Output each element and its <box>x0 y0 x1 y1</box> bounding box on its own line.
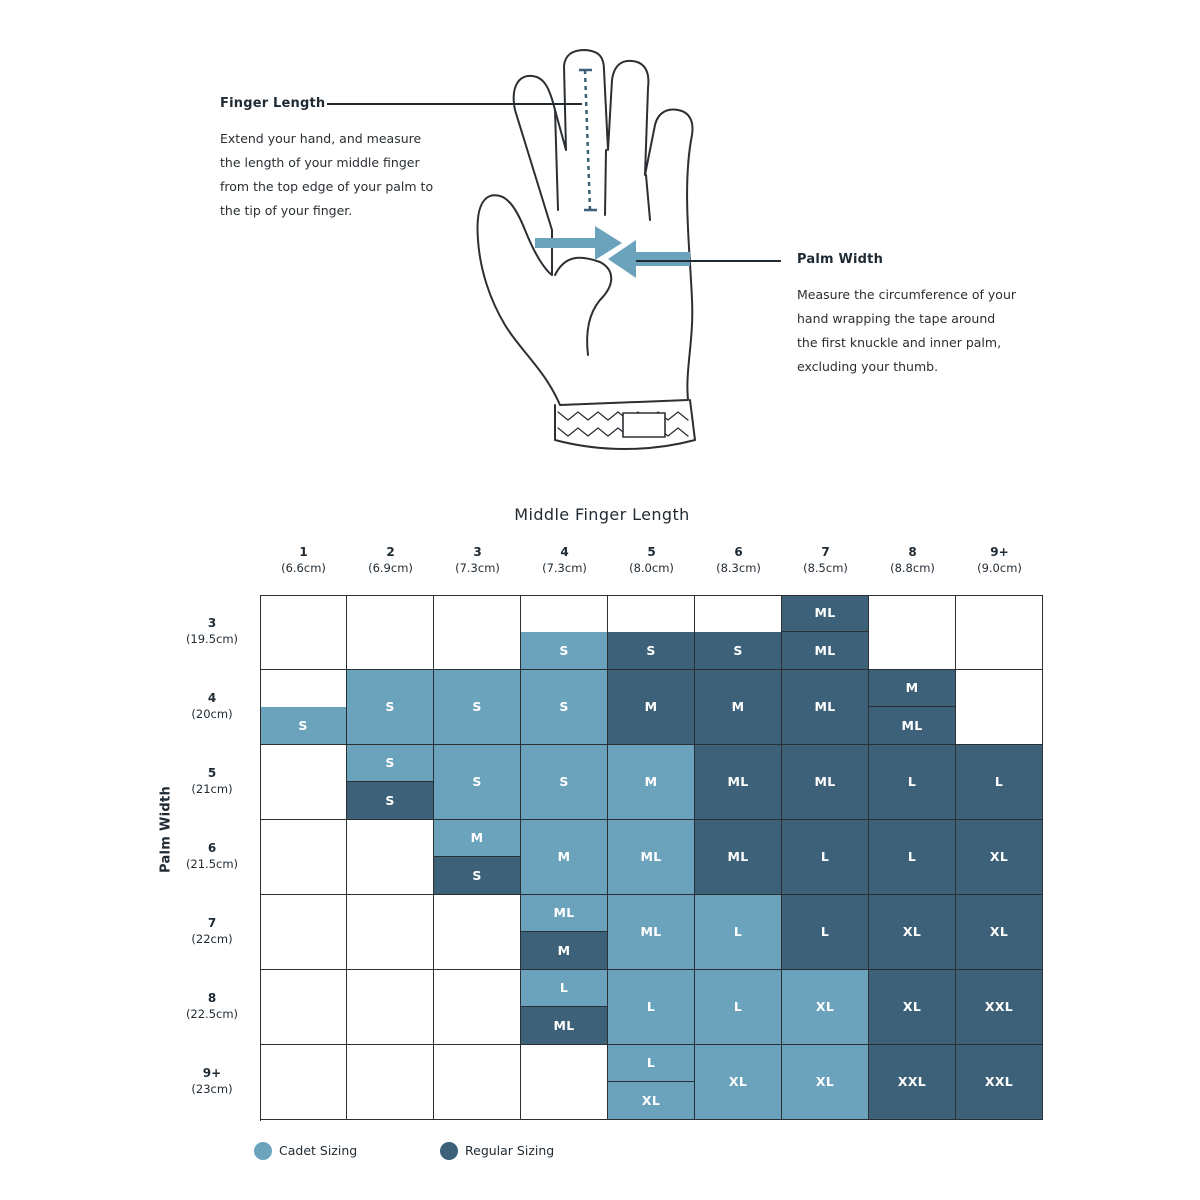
size-grid <box>260 595 1043 1121</box>
regular-size-label: L <box>782 895 868 969</box>
column-header-7 <box>782 544 869 576</box>
size-cell-r3-c1 <box>260 745 347 820</box>
cadet-size-label: S <box>521 632 607 669</box>
size-cell-r5-c9 <box>956 895 1043 970</box>
row-number: 3 <box>207 616 217 630</box>
size-cell-r7-c7 <box>782 1045 869 1120</box>
regular-size-label: S <box>608 632 694 669</box>
column-header-1 <box>260 544 347 576</box>
regular-size-label: ML <box>782 745 868 819</box>
column-length-cm: (9.0cm) <box>977 561 1022 575</box>
regular-size-label: S <box>434 857 520 894</box>
size-cell-r3-c6 <box>695 745 782 820</box>
row-header-7 <box>180 1065 244 1097</box>
column-number: 8 <box>908 545 917 559</box>
size-cell-r2-c6 <box>695 670 782 745</box>
regular-size-label: M <box>521 932 607 969</box>
size-cell-r6-c8 <box>869 970 956 1045</box>
size-cell-r5-c5 <box>608 895 695 970</box>
row-width-cm: (22cm) <box>191 932 233 946</box>
column-length-cm: (8.5cm) <box>803 561 848 575</box>
row-number: 9+ <box>202 1066 222 1080</box>
finger-line-2: the length of your middle finger <box>220 155 420 170</box>
finger-line-4: the tip of your finger. <box>220 203 353 218</box>
cadet-size-label: S <box>347 745 433 782</box>
column-length-cm: (6.6cm) <box>281 561 326 575</box>
cadet-size-label: ML <box>608 820 694 894</box>
size-cell-r7-c1 <box>260 1045 347 1120</box>
regular-size-label: ML <box>521 1007 607 1044</box>
size-cell-r4-c5 <box>608 820 695 895</box>
cadet-size-label: S <box>434 745 520 819</box>
cadet-legend-label: Cadet Sizing <box>279 1143 358 1158</box>
size-cell-r2-c5 <box>608 670 695 745</box>
size-cell-r1-c5 <box>608 595 695 670</box>
size-cell-r1-c1 <box>260 595 347 670</box>
size-cell-r1-c8 <box>869 595 956 670</box>
size-cell-r3-c3 <box>434 745 521 820</box>
cadet-size-label: XL <box>695 1045 781 1119</box>
finger-line-3: from the top edge of your palm to <box>220 179 434 194</box>
column-header-3 <box>434 544 521 576</box>
cadet-size-label: XL <box>782 1045 868 1119</box>
size-cell-r1-c3 <box>434 595 521 670</box>
row-number: 5 <box>207 766 217 780</box>
size-cell-r1-c7 <box>782 595 869 670</box>
palm-width-description <box>797 283 1057 379</box>
column-header-2 <box>347 544 434 576</box>
regular-size-label: ML <box>782 632 868 669</box>
size-cell-r4-c6 <box>695 820 782 895</box>
column-number: 9+ <box>990 545 1009 559</box>
row-header-1 <box>180 615 244 647</box>
size-cell-r1-c6 <box>695 595 782 670</box>
size-cell-r2-c2 <box>347 670 434 745</box>
size-cell-r3-c4 <box>521 745 608 820</box>
row-header-5 <box>180 915 244 947</box>
size-cell-r7-c8 <box>869 1045 956 1120</box>
finger-length-title: Finger Length <box>220 96 326 111</box>
size-cell-r5-c4 <box>521 895 608 970</box>
column-header-5 <box>608 544 695 576</box>
row-header-2 <box>180 690 244 722</box>
size-cell-r6-c9 <box>956 970 1043 1045</box>
size-cell-r3-c5 <box>608 745 695 820</box>
cadet-size-label: L <box>608 1045 694 1082</box>
size-cell-r3-c8 <box>869 745 956 820</box>
palm-line-4: excluding your thumb. <box>797 359 939 374</box>
column-number: 7 <box>821 545 830 559</box>
size-cell-r5-c6 <box>695 895 782 970</box>
regular-legend-label: Regular Sizing <box>465 1143 555 1158</box>
cadet-size-label: M <box>521 820 607 894</box>
regular-size-label: XXL <box>869 1045 955 1119</box>
column-length-cm: (7.3cm) <box>455 561 500 575</box>
finger-length-measure-line <box>585 70 590 210</box>
palm-line-3: the first knuckle and inner palm, <box>797 335 1002 350</box>
size-cell-r7-c3 <box>434 1045 521 1120</box>
regular-size-label: M <box>695 670 781 744</box>
cadet-size-label: L <box>695 970 781 1044</box>
size-cell-r4-c2 <box>347 820 434 895</box>
regular-size-label: XXL <box>956 970 1042 1044</box>
size-cell-r2-c1 <box>260 670 347 745</box>
cadet-size-label: L <box>608 970 694 1044</box>
palm-arrow-left <box>608 240 690 278</box>
row-header-3 <box>180 765 244 797</box>
size-cell-r1-c9 <box>956 595 1043 670</box>
regular-size-label: XL <box>956 820 1042 894</box>
row-width-cm: (22.5cm) <box>185 1007 239 1021</box>
size-cell-r5-c2 <box>347 895 434 970</box>
size-cell-r5-c7 <box>782 895 869 970</box>
x-axis-title: Middle Finger Length <box>514 505 690 524</box>
size-cell-r3-c9 <box>956 745 1043 820</box>
column-number: 2 <box>386 545 395 559</box>
finger-length-leader-line <box>327 103 582 105</box>
row-number: 6 <box>207 841 217 855</box>
cadet-size-label: S <box>347 670 433 744</box>
regular-size-label: L <box>782 820 868 894</box>
size-cell-r4-c9 <box>956 820 1043 895</box>
column-length-cm: (8.3cm) <box>716 561 761 575</box>
column-number: 4 <box>560 545 569 559</box>
cadet-size-label: M <box>608 745 694 819</box>
row-width-cm: (19.5cm) <box>185 632 239 646</box>
column-number: 5 <box>647 545 656 559</box>
size-cell-r3-c7 <box>782 745 869 820</box>
row-header-6 <box>180 990 244 1022</box>
size-cell-r4-c3 <box>434 820 521 895</box>
palm-width-leader-line <box>636 260 781 262</box>
row-number: 7 <box>207 916 217 930</box>
cadet-size-label: ML <box>608 895 694 969</box>
size-cell-r1-c4 <box>521 595 608 670</box>
finger-line-1: Extend your hand, and measure <box>220 131 422 146</box>
column-length-cm: (6.9cm) <box>368 561 413 575</box>
row-width-cm: (21.5cm) <box>185 857 239 871</box>
size-cell-r2-c9 <box>956 670 1043 745</box>
row-width-cm: (20cm) <box>191 707 233 721</box>
size-cell-r6-c1 <box>260 970 347 1045</box>
regular-legend-swatch <box>440 1142 458 1160</box>
column-length-cm: (7.3cm) <box>542 561 587 575</box>
column-header-9 <box>956 544 1043 576</box>
regular-size-label: L <box>869 820 955 894</box>
size-cell-r4-c7 <box>782 820 869 895</box>
size-cell-r6-c5 <box>608 970 695 1045</box>
size-cell-r4-c8 <box>869 820 956 895</box>
regular-size-label: XL <box>869 970 955 1044</box>
size-cell-r4-c1 <box>260 820 347 895</box>
cadet-legend-swatch <box>254 1142 272 1160</box>
regular-size-label: XXL <box>956 1045 1042 1119</box>
row-width-cm: (21cm) <box>191 782 233 796</box>
column-number: 3 <box>473 545 482 559</box>
regular-size-label: L <box>869 745 955 819</box>
regular-size-label: ML <box>782 595 868 632</box>
size-cell-r5-c3 <box>434 895 521 970</box>
size-cell-r7-c9 <box>956 1045 1043 1120</box>
regular-size-label: ML <box>695 820 781 894</box>
size-cell-r6-c7 <box>782 970 869 1045</box>
row-number: 4 <box>207 691 217 705</box>
cadet-size-label: L <box>695 895 781 969</box>
column-header-4 <box>521 544 608 576</box>
regular-size-label: ML <box>869 707 955 744</box>
column-header-6 <box>695 544 782 576</box>
column-number: 6 <box>734 545 743 559</box>
size-cell-r7-c5 <box>608 1045 695 1120</box>
regular-size-label: M <box>608 670 694 744</box>
size-cell-r2-c3 <box>434 670 521 745</box>
size-cell-r7-c4 <box>521 1045 608 1120</box>
size-cell-r2-c8 <box>869 670 956 745</box>
column-header-8 <box>869 544 956 576</box>
row-number: 8 <box>207 991 217 1005</box>
regular-size-label: L <box>956 745 1042 819</box>
size-cell-r5-c1 <box>260 895 347 970</box>
column-number: 1 <box>299 545 308 559</box>
regular-size-label: M <box>869 670 955 707</box>
regular-size-label: XL <box>869 895 955 969</box>
column-length-cm: (8.0cm) <box>629 561 674 575</box>
size-cell-r6-c4 <box>521 970 608 1045</box>
column-length-cm: (8.8cm) <box>890 561 935 575</box>
finger-length-description <box>220 127 480 223</box>
size-cell-r1-c2 <box>347 595 434 670</box>
regular-size-label: ML <box>695 745 781 819</box>
cadet-size-label: S <box>521 745 607 819</box>
row-width-cm: (23cm) <box>191 1082 233 1096</box>
size-cell-r4-c4 <box>521 820 608 895</box>
palm-line-2: hand wrapping the tape around <box>797 311 996 326</box>
palm-arrow-right <box>535 226 622 260</box>
size-cell-r6-c6 <box>695 970 782 1045</box>
size-cell-r7-c2 <box>347 1045 434 1120</box>
regular-size-label: S <box>695 632 781 669</box>
size-cell-r7-c6 <box>695 1045 782 1120</box>
palm-width-title: Palm Width <box>797 252 884 267</box>
size-cell-r6-c2 <box>347 970 434 1045</box>
regular-size-label: XL <box>956 895 1042 969</box>
y-axis-title: Palm Width <box>158 785 174 874</box>
cadet-size-label: XL <box>608 1082 694 1119</box>
cadet-size-label: M <box>434 820 520 857</box>
regular-size-label: ML <box>782 670 868 744</box>
row-header-4 <box>180 840 244 872</box>
cadet-size-label: L <box>521 970 607 1007</box>
cadet-size-label: XL <box>782 970 868 1044</box>
cadet-size-label: S <box>260 707 346 744</box>
size-cell-r2-c7 <box>782 670 869 745</box>
cadet-size-label: S <box>521 670 607 744</box>
cadet-size-label: ML <box>521 895 607 932</box>
cadet-size-label: S <box>434 670 520 744</box>
size-cell-r5-c8 <box>869 895 956 970</box>
size-cell-r3-c2 <box>347 745 434 820</box>
palm-line-1: Measure the circumference of your <box>797 287 1017 302</box>
regular-size-label: S <box>347 782 433 819</box>
size-cell-r6-c3 <box>434 970 521 1045</box>
size-cell-r2-c4 <box>521 670 608 745</box>
